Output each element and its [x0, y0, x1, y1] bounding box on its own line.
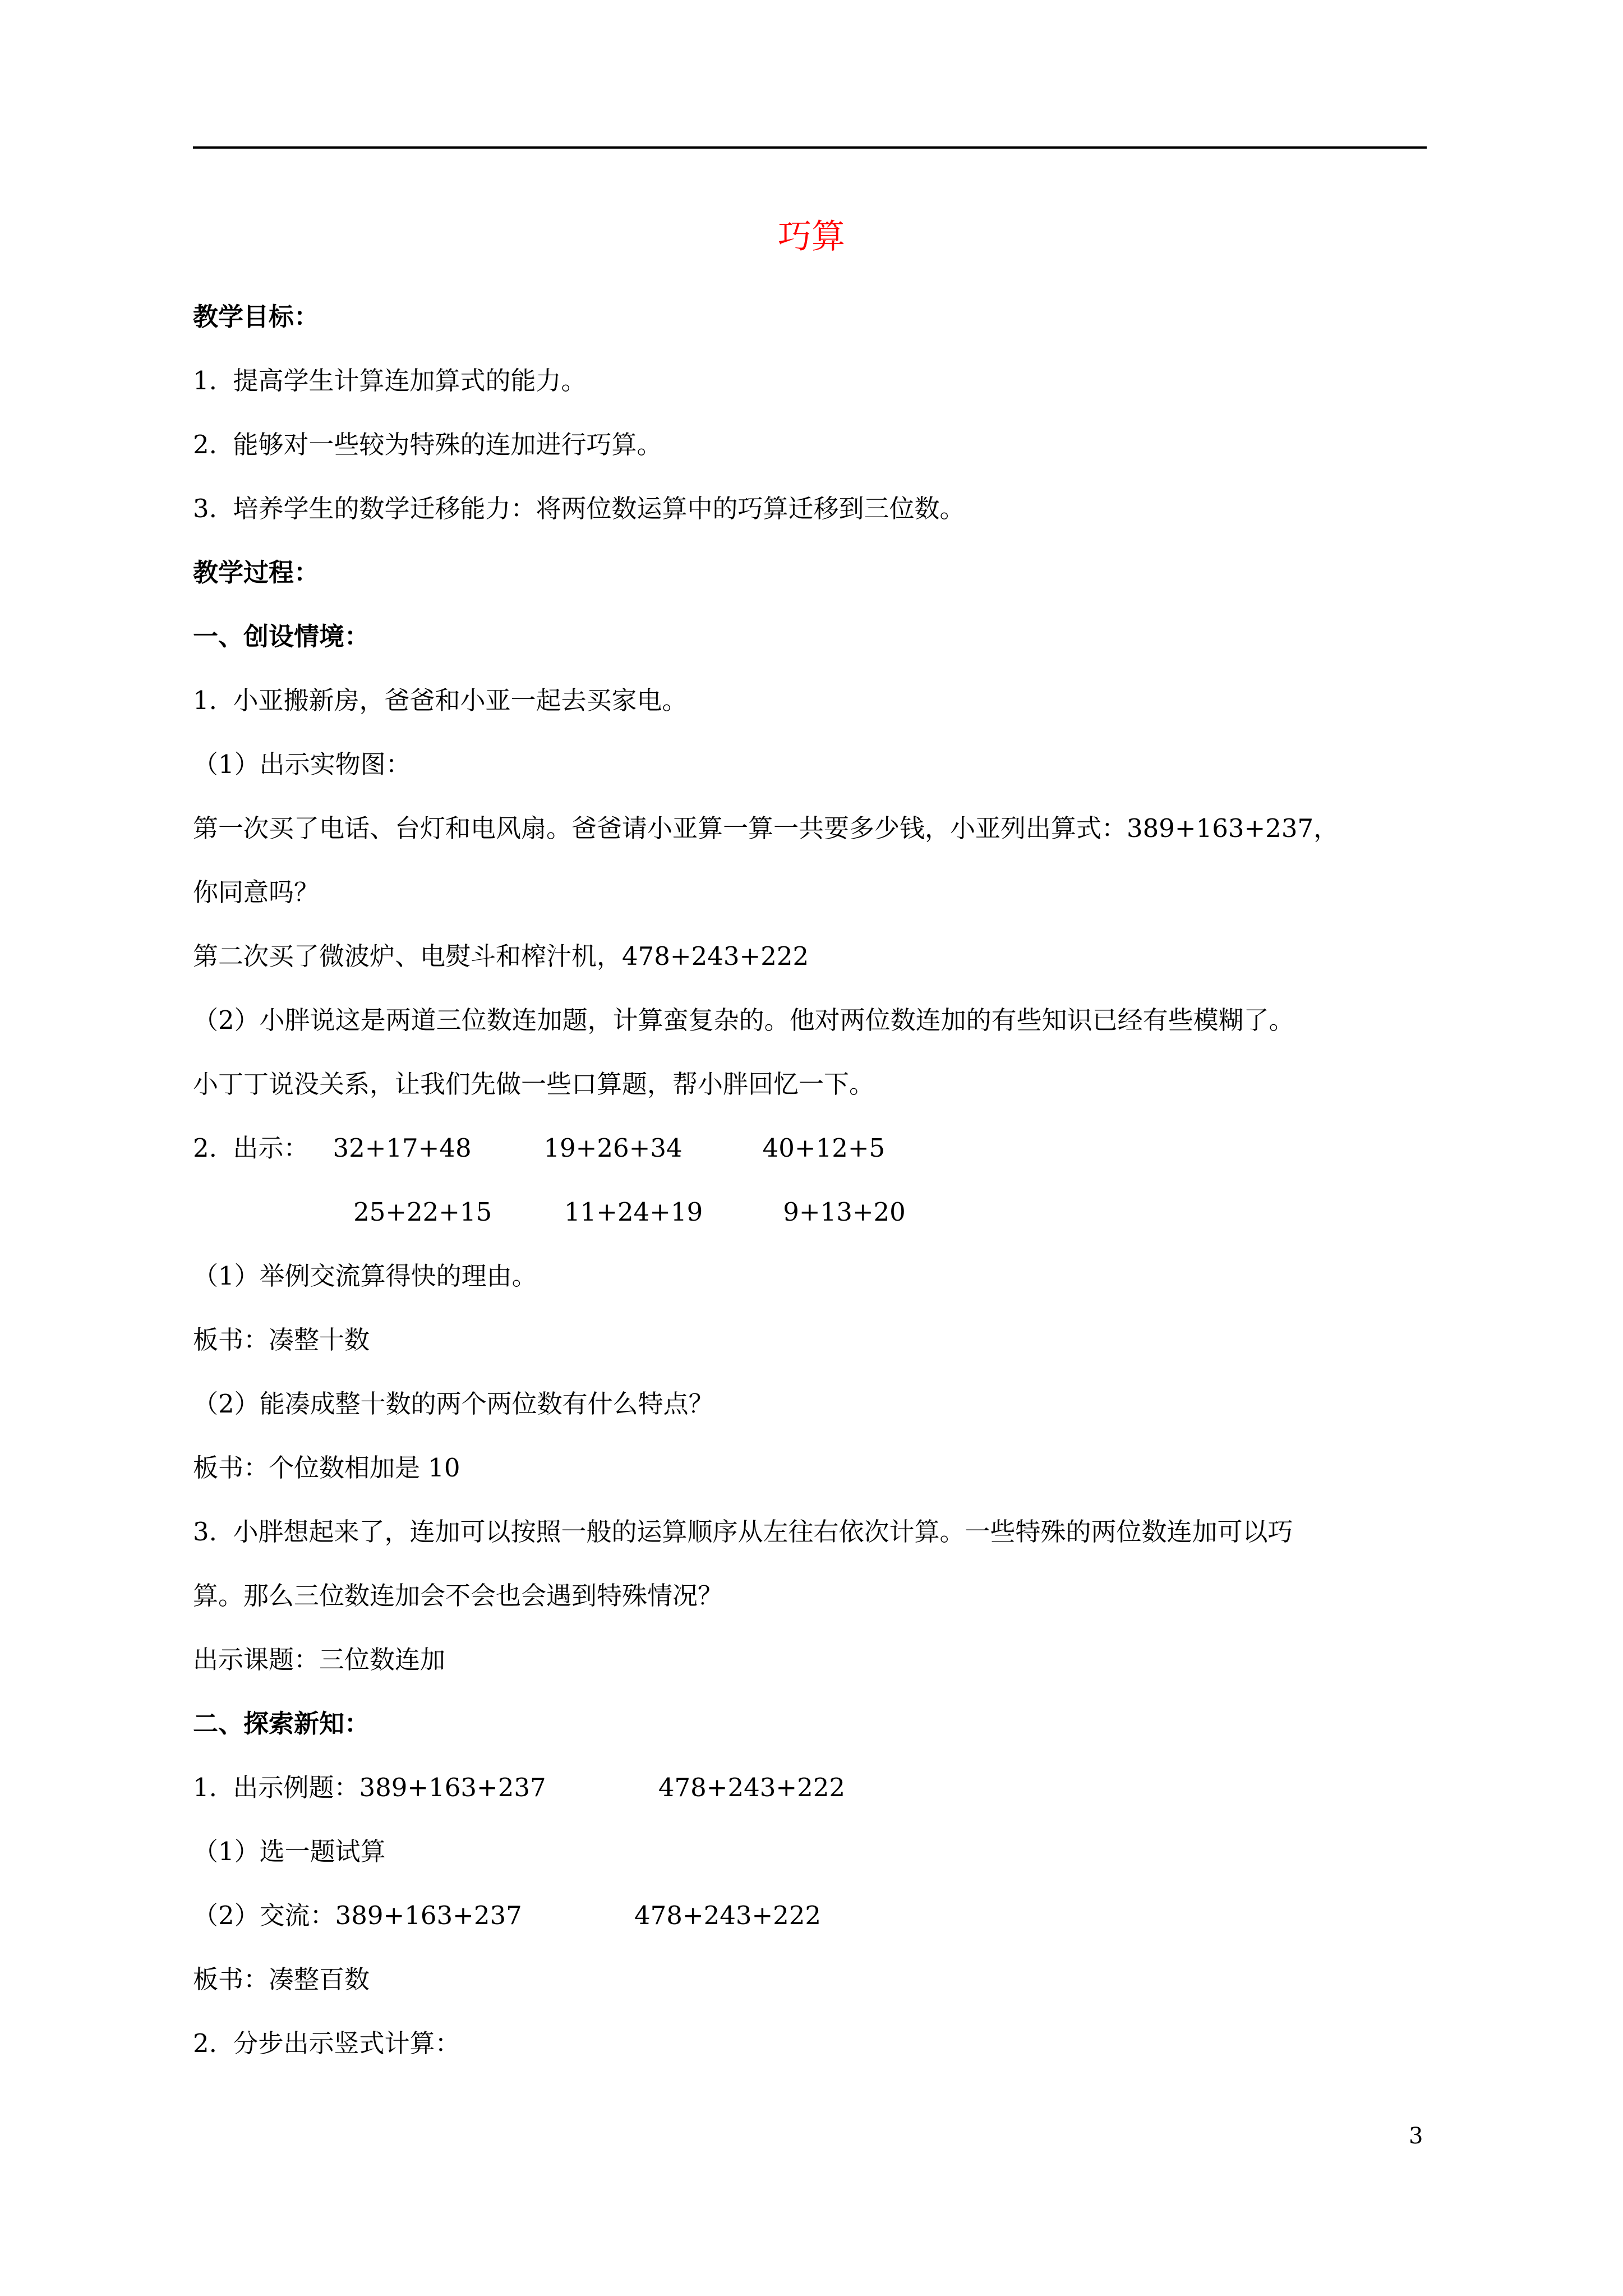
objectives-heading: 教学目标： [193, 302, 320, 332]
section1-line: 1. 小亚搬新房，爸爸和小亚一起去买家电。 [193, 685, 688, 715]
section2-line: 1. 出示例题：389+163+237 478+243+222 [193, 1773, 845, 1802]
section1-line: 你同意吗？ [193, 877, 320, 907]
section1-line: 板书：个位数相加是 10 [193, 1453, 460, 1483]
section2-line: 板书：凑整百数 [193, 1964, 370, 1994]
section2-line: （1）选一题试算 [193, 1837, 386, 1866]
section2-line: （2）交流：389+163+237 478+243+222 [193, 1901, 822, 1930]
process-heading: 教学过程： [193, 558, 320, 587]
objective-item: 2. 能够对一些较为特殊的连加进行巧算。 [193, 430, 662, 459]
section1-line: 3. 小胖想起来了，连加可以按照一般的运算顺序从左往右依次计算。一些特殊的两位数连加可以巧 [193, 1517, 1293, 1547]
section1-line: 第一次买了电话、台灯和电风扇。爸爸请小亚算一算一共要多少钱，小亚列出算式：389+163+237， [193, 813, 1339, 843]
section1-heading: 一、创设情境： [193, 622, 370, 651]
page-number: 3 [1409, 2123, 1423, 2149]
section1-line: 第二次买了微波炉、电熨斗和榨汁机，478+243+222 [193, 941, 809, 971]
section1-line: （2）小胖说这是两道三位数连加题，计算蛮复杂的。他对两位数连加的有些知识已经有些模糊了。 [193, 1005, 1294, 1035]
objective-item: 1. 提高学生计算连加算式的能力。 [193, 366, 587, 395]
section1-line: 25+22+15 11+24+19 9+13+20 [193, 1197, 906, 1227]
section1-line: 板书：凑整十数 [193, 1325, 370, 1355]
header-rule [193, 146, 1427, 149]
objective-item: 3. 培养学生的数学迁移能力：将两位数运算中的巧算迁移到三位数。 [193, 494, 965, 523]
section1-line: 2. 出示： 32+17+48 19+26+34 40+12+5 [193, 1133, 886, 1163]
section1-line: 出示课题：三位数连加 [193, 1645, 446, 1674]
section1-line: （1）举例交流算得快的理由。 [193, 1261, 537, 1291]
section1-line: 小丁丁说没关系，让我们先做一些口算题，帮小胖回忆一下。 [193, 1069, 875, 1099]
section1-line: 算。那么三位数连加会不会也会遇到特殊情况？ [193, 1581, 723, 1611]
section1-line: （1）出示实物图： [193, 749, 411, 779]
section2-line: 2. 分步出示竖式计算： [193, 2028, 460, 2058]
section2-heading: 二、探索新知： [193, 1709, 370, 1738]
section1-line: （2）能凑成整十数的两个两位数有什么特点？ [193, 1389, 714, 1419]
page-title: 巧算 [778, 217, 845, 256]
